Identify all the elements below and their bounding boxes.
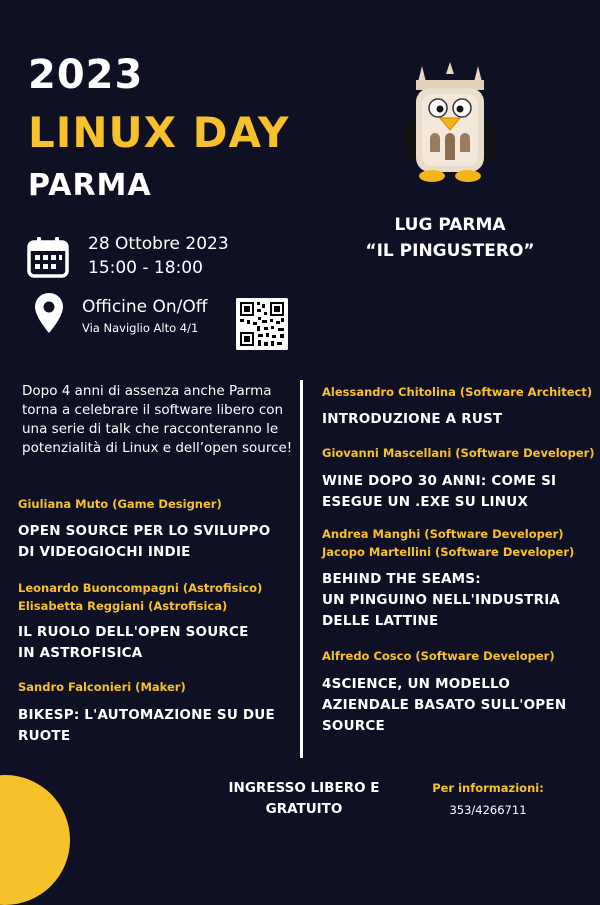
- talk-title: [322, 409, 502, 430]
- free-entry-notice: [222, 778, 386, 820]
- talk-speaker: Jacopo Martellini (Software Developer): [322, 545, 575, 559]
- column-divider: [300, 380, 303, 758]
- talk-speaker: Giuliana Muto (Game Designer): [18, 497, 222, 511]
- talk-speaker: Elisabetta Reggiani (Astrofisica): [18, 599, 228, 613]
- talk-speaker: Alfredo Cosco (Software Developer): [322, 649, 555, 663]
- info-label: Per informazioni:: [432, 781, 544, 795]
- lug-line-1: LUG PARMA: [394, 215, 506, 235]
- talk-speaker: Alessandro Chitolina (Software Architect): [322, 385, 593, 399]
- lug-name: [330, 212, 570, 264]
- event-date: 28 Ottobre 2023: [88, 234, 229, 254]
- location-pin-icon: [34, 292, 64, 334]
- talk-title-line: WINE DOPO 30 ANNI: COME SI: [322, 473, 557, 489]
- lug-line-2: “IL PINGUSTERO”: [365, 241, 535, 261]
- event-title: LINUX DAY: [28, 108, 290, 157]
- talk-title-line: DELLE LATTINE: [322, 613, 439, 629]
- talk-title: [322, 674, 566, 737]
- decorative-corner-circle: [0, 775, 70, 905]
- talk-title-line: UN PINGUINO NELL'INDUSTRIA: [322, 592, 561, 608]
- talk-title-line: DI VIDEOGIOCHI INDIE: [18, 544, 191, 560]
- free-entry-line-2: GRATUITO: [265, 801, 343, 817]
- event-time: 15:00 - 18:00: [88, 258, 203, 278]
- mascot-penguin-cathedral-icon: [400, 60, 500, 186]
- talk-speaker: Leonardo Buoncompagni (Astrofisico): [18, 581, 263, 595]
- talk-title-line: RUOTE: [18, 728, 71, 744]
- talk-speaker: Sandro Falconieri (Maker): [18, 680, 186, 694]
- talk-title-line: ESEGUE UN .EXE SU LINUX: [322, 494, 529, 510]
- talk-title: [322, 471, 556, 513]
- talk-title: [322, 569, 560, 632]
- talk-title-line: IL RUOLO DELL'OPEN SOURCE: [18, 624, 249, 640]
- free-entry-line-1: INGRESSO LIBERO E: [228, 780, 380, 796]
- contact-phone[interactable]: 353/4266711: [449, 803, 527, 817]
- talk-title: [18, 521, 270, 563]
- talk-title: [18, 705, 275, 747]
- talk-title-line: OPEN SOURCE PER LO SVILUPPO: [18, 523, 271, 539]
- talk-speaker: Andrea Manghi (Software Developer): [322, 527, 564, 541]
- intro-paragraph: Dopo 4 anni di assenza anche Parma torna a celebrare il software libero con una serie di talk che racconteranno le potenzialità di Linux e dell’open source!: [22, 383, 293, 456]
- talk-title-line: SOURCE: [322, 718, 385, 734]
- qr-code[interactable]: [236, 298, 288, 350]
- event-year: 2023: [28, 52, 144, 98]
- event-city: PARMA: [28, 168, 152, 203]
- talk-title-line: AZIENDALE BASATO SULL'OPEN: [322, 697, 567, 713]
- venue-address: Via Naviglio Alto 4/1: [82, 321, 199, 335]
- venue-name: Officine On/Off: [82, 297, 208, 317]
- calendar-icon: [26, 236, 70, 278]
- talk-speaker: Giovanni Mascellani (Software Developer): [322, 446, 595, 460]
- talk-title-line: BEHIND THE SEAMS:: [322, 571, 481, 587]
- talk-title-line: INTRODUZIONE A RUST: [322, 411, 503, 427]
- talk-title: [18, 622, 249, 664]
- talk-title-line: IN ASTROFISICA: [18, 645, 143, 661]
- talk-title-line: BIKESP: L'AUTOMAZIONE SU DUE: [18, 707, 275, 723]
- talk-title-line: 4SCIENCE, UN MODELLO: [322, 676, 511, 692]
